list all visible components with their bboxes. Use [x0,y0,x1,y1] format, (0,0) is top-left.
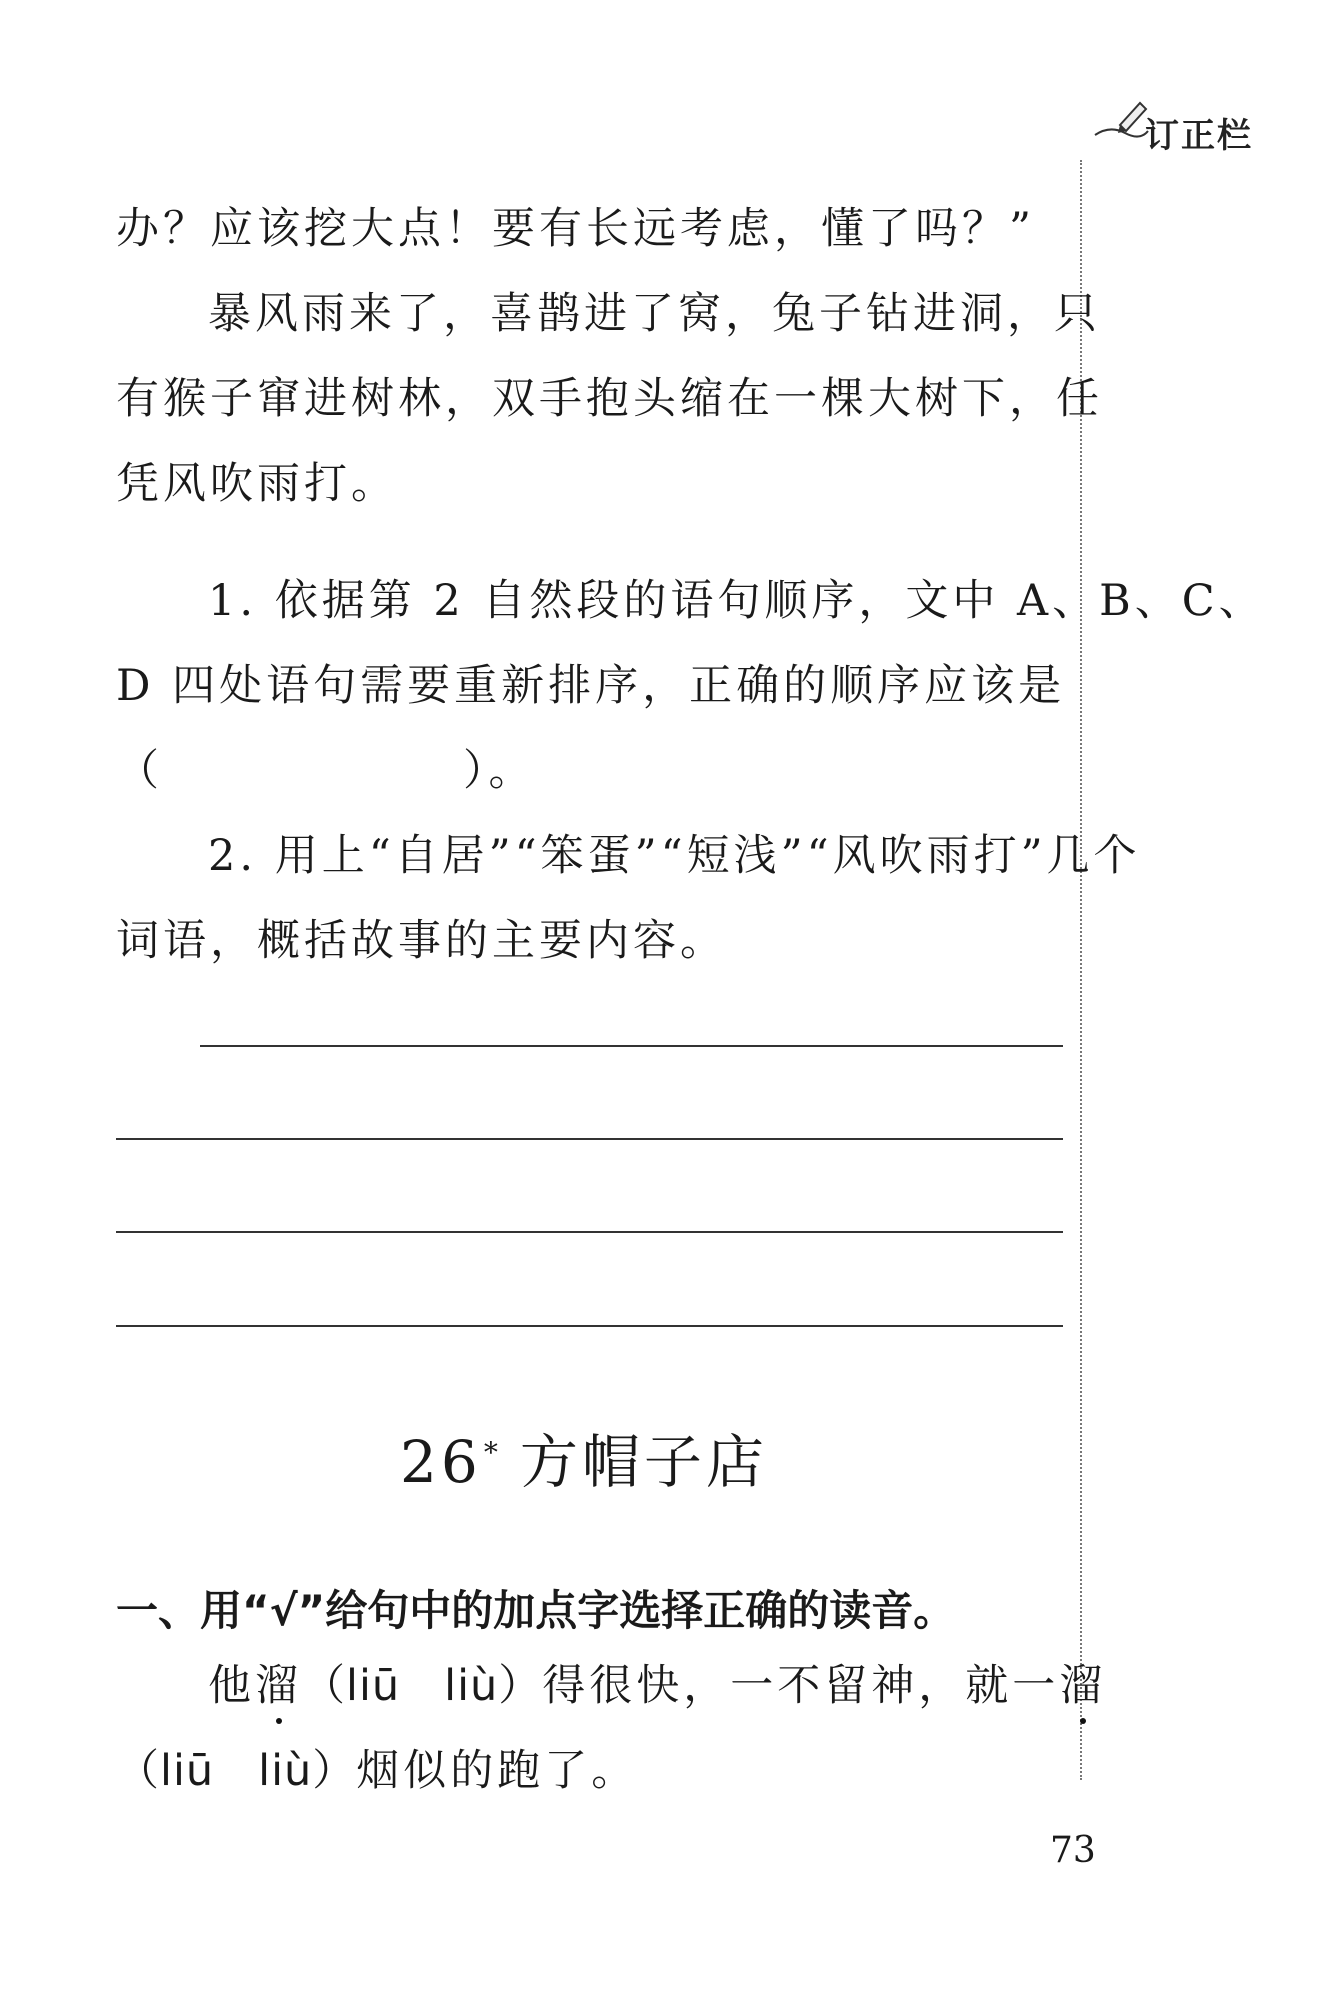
question-2-line-1: 2. 用上“自居”“笨蛋”“短浅”“风吹雨打”几个 [208,831,1141,881]
passage-line-2: 暴风雨来了，喜鹊进了窝，兔子钻进洞，只 [208,289,1101,339]
question-2-line-2: 词语，概括故事的主要内容。 [116,916,727,966]
lesson-star: * [483,1435,502,1469]
dotted-char-2: 溜 [1059,1661,1107,1711]
correction-column-label: 订正栏 [1145,116,1253,156]
question-1-answer-blank[interactable] [116,746,536,796]
question-1-line-1: 1. 依据第 2 自然段的语句顺序，文中 A、B、C、 [208,576,1266,626]
passage-line-4: 凭风吹雨打。 [116,459,398,509]
sentence-part-1: 他 [208,1661,255,1711]
section-1-heading: 一、用“√”给句中的加点字选择正确的读音。 [116,1586,956,1635]
sentence-part-3: 烟似的跑了。 [356,1746,639,1796]
page-number: 73 [1050,1830,1096,1871]
close-paren: ）。 [463,746,536,796]
lesson-name: 方帽子店 [519,1428,768,1496]
answer-line-4[interactable] [116,1325,1063,1327]
pinyin-choice-1[interactable]: （liū liù） [302,1661,543,1711]
pinyin-choice-2[interactable]: （liū liù） [116,1746,357,1796]
answer-line-3[interactable] [116,1231,1063,1233]
question-1-line-2: D 四处语句需要重新排序，正确的顺序应该是 [116,661,1066,711]
answer-line-2[interactable] [116,1138,1063,1140]
answer-line-1[interactable] [200,1045,1063,1047]
section-1-sentence-line-2 [116,1746,639,1796]
passage-line-3: 有猴子窜进树林，双手抱头缩在一棵大树下，任 [116,374,1103,424]
lesson-number: 26 [400,1428,482,1496]
open-paren: （ [116,746,163,796]
pencil-icon [1090,95,1150,145]
dotted-char-1: 溜 [255,1661,302,1711]
lesson-title [400,1415,768,1499]
passage-line-1: 办？应该挖大点！要有长远考虑，懂了吗？” [116,204,1035,254]
sentence-part-2: 得很快，一不留神，就一 [542,1661,1060,1711]
section-1-sentence-line-1 [208,1661,1107,1711]
